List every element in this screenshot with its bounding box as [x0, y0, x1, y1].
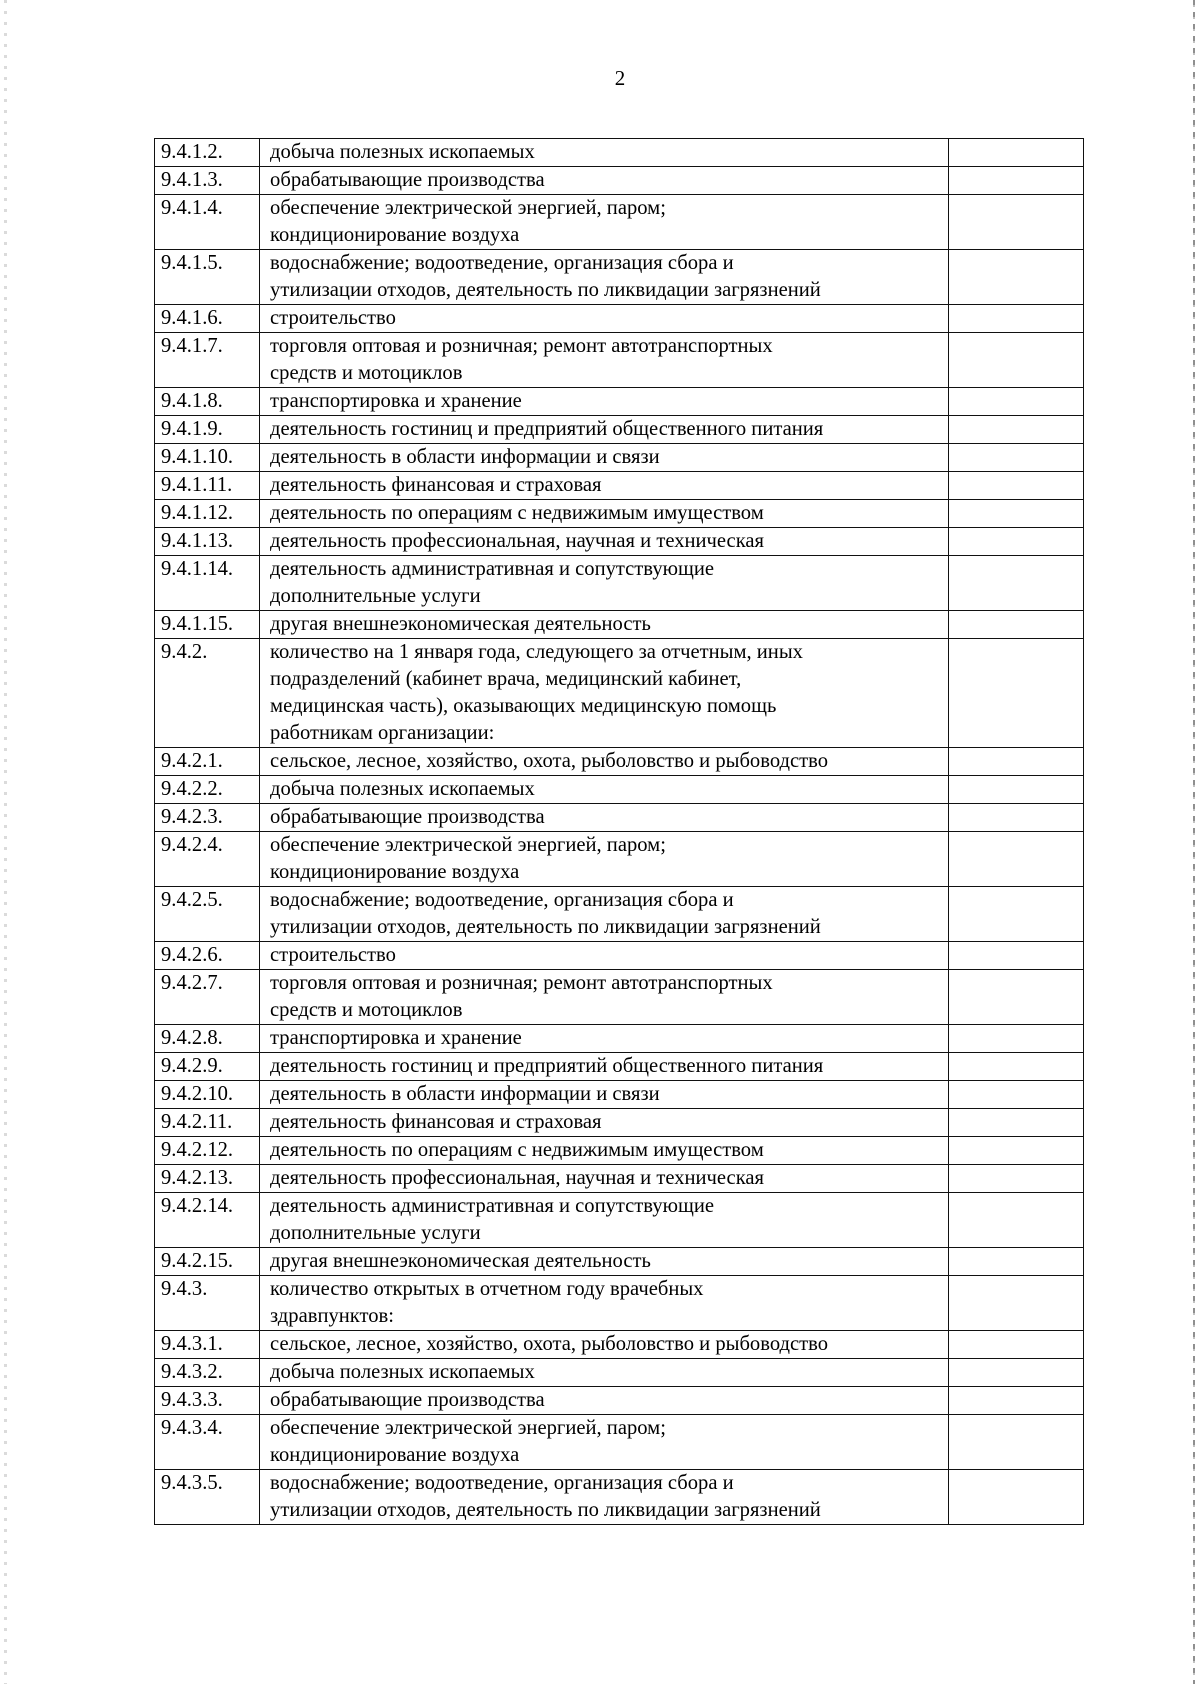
row-description: добыча полезных ископаемых [260, 1359, 949, 1387]
row-code: 9.4.1.12. [155, 500, 260, 528]
row-value-cell[interactable] [949, 1359, 1084, 1387]
row-value-cell[interactable] [949, 1137, 1084, 1165]
row-description: деятельность финансовая и страховая [260, 472, 949, 500]
row-description: деятельность гостиниц и предприятий общественного питания [260, 1053, 949, 1081]
row-value-cell[interactable] [949, 942, 1084, 970]
table-row [155, 500, 1084, 528]
row-code: 9.4.2.10. [155, 1081, 260, 1109]
row-description: деятельность по операциям с недвижимым имуществом [260, 500, 949, 528]
row-code: 9.4.2. [155, 639, 260, 748]
row-description: обрабатывающие производства [260, 167, 949, 195]
row-value-cell[interactable] [949, 1081, 1084, 1109]
row-code: 9.4.2.1. [155, 748, 260, 776]
row-description: количество на 1 января года, следующего за отчетным, иных подразделений (кабинет врача, медицинский кабинет, медицинская часть), оказывающих медицинскую помощь работникам организации: [260, 639, 949, 748]
table-row [155, 1331, 1084, 1359]
table-row [155, 1025, 1084, 1053]
table-row [155, 1387, 1084, 1415]
table-row [155, 305, 1084, 333]
row-value-cell[interactable] [949, 333, 1084, 388]
row-value-cell[interactable] [949, 1109, 1084, 1137]
table-row [155, 472, 1084, 500]
row-value-cell[interactable] [949, 1025, 1084, 1053]
row-code: 9.4.1.10. [155, 444, 260, 472]
table-row [155, 748, 1084, 776]
row-description: торговля оптовая и розничная; ремонт автотранспортных средств и мотоциклов [260, 333, 949, 388]
row-code: 9.4.3.4. [155, 1415, 260, 1470]
row-description: деятельность в области информации и связи [260, 1081, 949, 1109]
row-code: 9.4.1.7. [155, 333, 260, 388]
row-code: 9.4.2.5. [155, 887, 260, 942]
row-code: 9.4.3.2. [155, 1359, 260, 1387]
row-description: торговля оптовая и розничная; ремонт автотранспортных средств и мотоциклов [260, 970, 949, 1025]
row-value-cell[interactable] [949, 970, 1084, 1025]
row-code: 9.4.2.6. [155, 942, 260, 970]
scan-edge-right [1193, 0, 1195, 1684]
row-description: деятельность в области информации и связи [260, 444, 949, 472]
table-row [155, 1081, 1084, 1109]
row-description: добыча полезных ископаемых [260, 139, 949, 167]
row-value-cell[interactable] [949, 139, 1084, 167]
row-code: 9.4.1.4. [155, 195, 260, 250]
row-code: 9.4.1.11. [155, 472, 260, 500]
row-value-cell[interactable] [949, 472, 1084, 500]
row-code: 9.4.1.14. [155, 556, 260, 611]
row-description: количество открытых в отчетном году врачебных здравпунктов: [260, 1276, 949, 1331]
table-row [155, 416, 1084, 444]
table-row [155, 776, 1084, 804]
table-row [155, 528, 1084, 556]
row-description: сельское, лесное, хозяйство, охота, рыболовство и рыбоводство [260, 1331, 949, 1359]
row-value-cell[interactable] [949, 804, 1084, 832]
page-number: 2 [614, 66, 626, 90]
row-description: обеспечение электрической энергией, паром; кондиционирование воздуха [260, 195, 949, 250]
row-code: 9.4.2.15. [155, 1248, 260, 1276]
table-row [155, 195, 1084, 250]
row-value-cell[interactable] [949, 195, 1084, 250]
row-description: другая внешнеэкономическая деятельность [260, 611, 949, 639]
table-row [155, 1165, 1084, 1193]
row-value-cell[interactable] [949, 1387, 1084, 1415]
row-code: 9.4.2.4. [155, 832, 260, 887]
table-row [155, 887, 1084, 942]
table-row [155, 388, 1084, 416]
row-value-cell[interactable] [949, 639, 1084, 748]
row-value-cell[interactable] [949, 305, 1084, 333]
row-value-cell[interactable] [949, 1053, 1084, 1081]
row-value-cell[interactable] [949, 887, 1084, 942]
row-value-cell[interactable] [949, 528, 1084, 556]
row-description: деятельность по операциям с недвижимым имуществом [260, 1137, 949, 1165]
indicator-table [154, 138, 1084, 1525]
row-value-cell[interactable] [949, 1248, 1084, 1276]
table-row [155, 1415, 1084, 1470]
row-value-cell[interactable] [949, 1415, 1084, 1470]
table-row [155, 804, 1084, 832]
table-row [155, 139, 1084, 167]
table-row [155, 970, 1084, 1025]
row-description: деятельность административная и сопутствующие дополнительные услуги [260, 556, 949, 611]
row-description: водоснабжение; водоотведение, организация сбора и утилизации отходов, деятельность по ликвидации загрязнений [260, 887, 949, 942]
row-value-cell[interactable] [949, 832, 1084, 887]
scan-edge-left [4, 0, 7, 1684]
row-value-cell[interactable] [949, 1165, 1084, 1193]
row-value-cell[interactable] [949, 250, 1084, 305]
table-row [155, 942, 1084, 970]
row-description: водоснабжение; водоотведение, организация сбора и утилизации отходов, деятельность по ликвидации загрязнений [260, 1470, 949, 1525]
row-description: обрабатывающие производства [260, 804, 949, 832]
row-description: строительство [260, 305, 949, 333]
row-description: транспортировка и хранение [260, 388, 949, 416]
row-value-cell[interactable] [949, 1470, 1084, 1525]
row-value-cell[interactable] [949, 1276, 1084, 1331]
row-description: обрабатывающие производства [260, 1387, 949, 1415]
table-row [155, 1248, 1084, 1276]
table-row [155, 832, 1084, 887]
row-value-cell[interactable] [949, 1193, 1084, 1248]
table-row [155, 1109, 1084, 1137]
table-row [155, 167, 1084, 195]
table-row [155, 1359, 1084, 1387]
row-code: 9.4.1.8. [155, 388, 260, 416]
row-description: обеспечение электрической энергией, паром; кондиционирование воздуха [260, 832, 949, 887]
table-row [155, 1276, 1084, 1331]
row-code: 9.4.2.14. [155, 1193, 260, 1248]
row-code: 9.4.1.6. [155, 305, 260, 333]
row-description: другая внешнеэкономическая деятельность [260, 1248, 949, 1276]
row-value-cell[interactable] [949, 167, 1084, 195]
row-description: строительство [260, 942, 949, 970]
row-description: водоснабжение; водоотведение, организация сбора и утилизации отходов, деятельность по ликвидации загрязнений [260, 250, 949, 305]
row-description: деятельность административная и сопутствующие дополнительные услуги [260, 1193, 949, 1248]
table-row [155, 611, 1084, 639]
row-code: 9.4.1.15. [155, 611, 260, 639]
row-code: 9.4.2.2. [155, 776, 260, 804]
row-code: 9.4.2.7. [155, 970, 260, 1025]
table-row [155, 333, 1084, 388]
row-description: деятельность профессиональная, научная и техническая [260, 528, 949, 556]
row-description: добыча полезных ископаемых [260, 776, 949, 804]
row-code: 9.4.2.11. [155, 1109, 260, 1137]
row-code: 9.4.2.8. [155, 1025, 260, 1053]
row-code: 9.4.1.9. [155, 416, 260, 444]
row-code: 9.4.3. [155, 1276, 260, 1331]
table-row [155, 1053, 1084, 1081]
row-value-cell[interactable] [949, 556, 1084, 611]
row-value-cell[interactable] [949, 388, 1084, 416]
row-value-cell[interactable] [949, 611, 1084, 639]
row-value-cell[interactable] [949, 444, 1084, 472]
table-row [155, 639, 1084, 748]
table-row [155, 444, 1084, 472]
row-code: 9.4.2.13. [155, 1165, 260, 1193]
table-row [155, 556, 1084, 611]
row-value-cell[interactable] [949, 416, 1084, 444]
table-row [155, 250, 1084, 305]
row-code: 9.4.1.13. [155, 528, 260, 556]
row-code: 9.4.3.5. [155, 1470, 260, 1525]
row-description: деятельность гостиниц и предприятий общественного питания [260, 416, 949, 444]
row-value-cell[interactable] [949, 776, 1084, 804]
row-code: 9.4.1.2. [155, 139, 260, 167]
row-code: 9.4.2.3. [155, 804, 260, 832]
row-code: 9.4.3.3. [155, 1387, 260, 1415]
row-code: 9.4.3.1. [155, 1331, 260, 1359]
row-description: обеспечение электрической энергией, паром; кондиционирование воздуха [260, 1415, 949, 1470]
row-code: 9.4.2.12. [155, 1137, 260, 1165]
row-value-cell[interactable] [949, 1331, 1084, 1359]
table-row [155, 1470, 1084, 1525]
row-description: деятельность профессиональная, научная и техническая [260, 1165, 949, 1193]
row-code: 9.4.1.5. [155, 250, 260, 305]
row-description: сельское, лесное, хозяйство, охота, рыболовство и рыбоводство [260, 748, 949, 776]
row-code: 9.4.2.9. [155, 1053, 260, 1081]
table-row [155, 1193, 1084, 1248]
table-body [155, 139, 1084, 1525]
row-value-cell[interactable] [949, 500, 1084, 528]
row-code: 9.4.1.3. [155, 167, 260, 195]
table-row [155, 1137, 1084, 1165]
row-description: транспортировка и хранение [260, 1025, 949, 1053]
row-description: деятельность финансовая и страховая [260, 1109, 949, 1137]
row-value-cell[interactable] [949, 748, 1084, 776]
